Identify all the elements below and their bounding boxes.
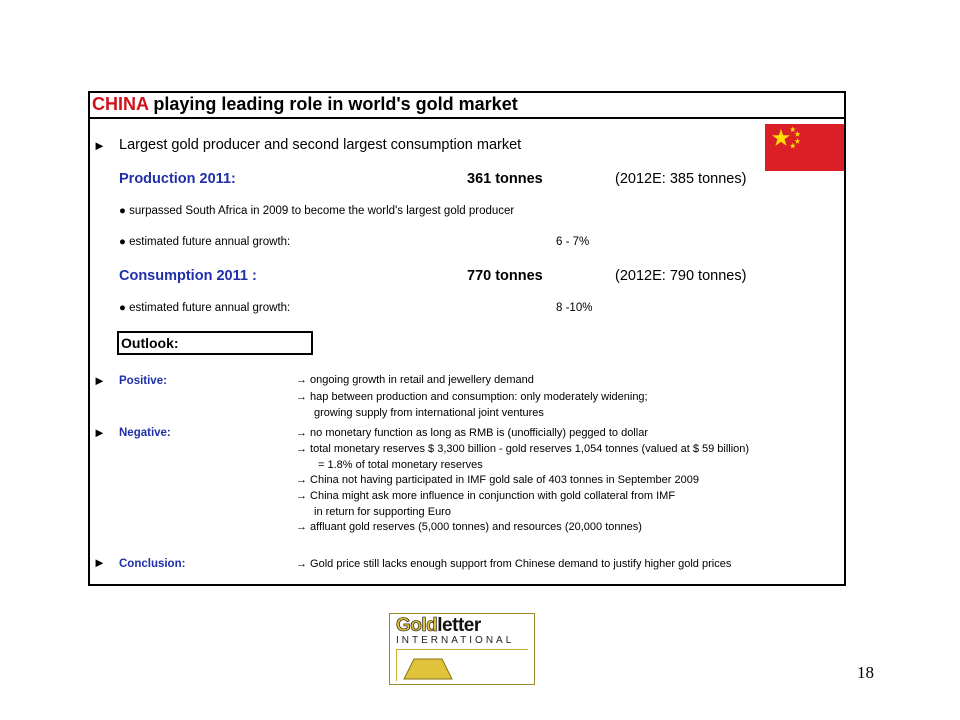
china-flag (765, 124, 844, 171)
outlook-box (117, 331, 313, 355)
positive-line-3: growing supply from international joint ventures (314, 407, 544, 419)
consumption-bullet-growth: ● estimated future annual growth: (119, 302, 291, 314)
logo-word-letter: letter (437, 615, 481, 636)
bullet-marker-conclusion: ► (93, 555, 106, 570)
gold-bar-icon (396, 647, 528, 681)
negative-line-5: → China might ask more influence in conjunction with gold collateral from IMF (296, 490, 676, 502)
production-growth-value: 6 - 7% (556, 236, 590, 248)
production-label: Production 2011: (119, 171, 236, 187)
production-bullet-surpassed: ● surpassed South Africa in 2009 to become the world's largest gold producer (119, 205, 515, 217)
title-rest: playing leading role in world's gold market (153, 94, 518, 114)
intro-text: Largest gold producer and second largest consumption market (119, 137, 522, 153)
positive-line-2: → hap between production and consumption: only moderately widening; (296, 391, 648, 403)
negative-line-7: → affluant gold reserves (5,000 tonnes) and resources (20,000 tonnes) (296, 521, 642, 533)
production-estimate: (2012E: 385 tonnes) (615, 171, 747, 187)
production-bullet-growth: ● estimated future annual growth: (119, 236, 291, 248)
negative-line-1: → no monetary function as long as RMB is (unofficially) pegged to dollar (296, 427, 648, 439)
bullet-marker-intro: ► (93, 138, 106, 153)
goldletter-logo (389, 613, 535, 685)
conclusion-label: Conclusion: (119, 558, 186, 570)
positive-line-1: → ongoing growth in retail and jewellery demand (296, 374, 534, 386)
negative-line-4: → China not having participated in IMF gold sale of 403 tonnes in September 2009 (296, 474, 699, 486)
consumption-estimate: (2012E: 790 tonnes) (615, 268, 747, 284)
positive-label: Positive: (119, 375, 167, 387)
negative-line-6: in return for supporting Euro (314, 506, 451, 518)
consumption-value: 770 tonnes (467, 268, 543, 284)
slide-content-box (88, 91, 846, 586)
logo-subtitle: INTERNATIONAL (396, 635, 515, 646)
negative-line-2: → total monetary reserves $ 3,300 billion - gold reserves 1,054 tonnes (valued at $ 59 billion) (296, 443, 750, 455)
negative-line-3: = 1.8% of total monetary reserves (318, 459, 483, 471)
consumption-label: Consumption 2011 : (119, 268, 257, 284)
negative-label: Negative: (119, 427, 171, 439)
bullet-marker-negative: ► (93, 425, 106, 440)
bullet-marker-positive: ► (93, 373, 106, 388)
outlook-label: Outlook: (121, 335, 179, 351)
title-highlight: CHINA (92, 94, 149, 114)
logo-wordmark (396, 615, 481, 637)
page-number: 18 (857, 663, 874, 682)
conclusion-line: → Gold price still lacks enough support from Chinese demand to justify higher gold prices (296, 558, 732, 570)
title-bar (90, 93, 844, 119)
china-flag-stars-icon (765, 124, 844, 171)
production-value: 361 tonnes (467, 171, 543, 187)
logo-word-gold: Gold (396, 615, 438, 636)
consumption-growth-value: 8 -10% (556, 302, 593, 314)
slide-title (92, 94, 518, 115)
